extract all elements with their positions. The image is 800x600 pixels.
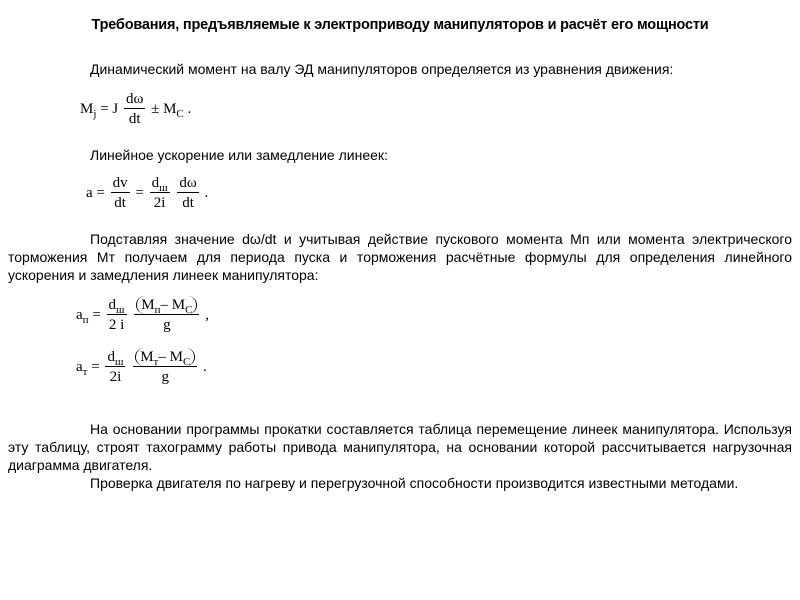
formula-operator: =: [96, 184, 105, 201]
fraction-numerator: [134, 296, 199, 315]
formula-subscript: п: [154, 304, 161, 316]
formula-fraction: [124, 90, 145, 129]
formula-symbol: a: [76, 306, 83, 323]
formula-punctuation: ,: [205, 306, 209, 323]
fraction-numerator: [150, 174, 170, 193]
formula-subscript: C: [185, 304, 193, 316]
paragraph-check: Проверка двигателя по нагреву и перегрузочной способности производится известными методами.: [90, 475, 739, 491]
fraction-denominator: g: [163, 317, 171, 333]
formula-symbol: d: [107, 349, 115, 365]
fraction-numerator: [107, 296, 127, 315]
formula-symbol: M: [171, 297, 186, 313]
formula-symbol: a: [76, 358, 83, 375]
formula-subscript: ш: [116, 304, 125, 316]
formula-symbol: M: [80, 100, 94, 117]
formula-fraction: [150, 174, 170, 213]
formula-operator: –: [158, 349, 166, 365]
formula-symbol: d: [108, 297, 117, 313]
formula-operator: =: [92, 306, 101, 323]
formula-fraction: [111, 174, 130, 213]
fraction-denominator: 2 i: [108, 317, 125, 333]
formula-punctuation: .: [187, 100, 192, 117]
formula-parentheses: [136, 296, 197, 314]
fraction-denominator: 2i: [153, 195, 166, 211]
formula-punctuation: .: [203, 358, 207, 375]
fraction-numerator: dω: [179, 175, 197, 191]
formula-dynamic-moment: [80, 90, 191, 129]
formula-subscript: C: [176, 107, 184, 120]
paragraph-program: На основании программы прокатки составляется таблица перемещение линеек манипулятора. Используя эту таблицу, строят тахограмму работы привода манипулятора, на основании которой рассчитывается нагрузочная диаграмма двигателя.: [8, 421, 792, 473]
formula-operator: –: [160, 297, 168, 313]
formula-subscript: т: [153, 356, 159, 368]
formula-linear-acceleration: [86, 174, 208, 213]
formula-subscript: т: [82, 365, 88, 378]
fraction-denominator: dt: [128, 111, 141, 127]
fraction-denominator: dt: [114, 195, 126, 211]
formula-symbol: M: [141, 297, 155, 313]
formula-symbol: a: [86, 184, 93, 201]
formula-operator: =: [100, 100, 109, 117]
paragraph-linear-acceleration: Линейное ускорение или замедление линеек:: [90, 147, 388, 163]
formula-operator: ±: [151, 100, 160, 117]
formula-subscript: j: [93, 107, 97, 120]
formula-subscript: п: [82, 313, 89, 326]
formula-operator: =: [135, 184, 144, 201]
formula-fraction: [133, 348, 197, 387]
formula-symbol: M: [163, 100, 177, 117]
formula-subscript: C: [182, 356, 191, 368]
formula-operator: =: [91, 358, 100, 375]
formula-symbol: M: [140, 349, 154, 365]
fraction-denominator: g: [161, 369, 169, 385]
formula-braking-deceleration: [76, 348, 207, 387]
fraction-numerator: dω: [125, 91, 144, 107]
fraction-numerator: dv: [112, 175, 128, 191]
formula-subscript: ш: [159, 182, 168, 194]
formula-start-acceleration: [76, 296, 209, 335]
formula-symbol: M: [169, 349, 183, 365]
fraction-denominator: 2i: [109, 369, 122, 385]
formula-fraction: [134, 296, 199, 335]
page-title: Требования, предъявляемые к электроприводу манипуляторов и расчёт его мощности: [91, 17, 709, 33]
formula-symbol: J: [112, 100, 119, 117]
fraction-numerator: [133, 348, 197, 367]
formula-fraction: [105, 348, 125, 387]
fraction-numerator: [105, 348, 125, 367]
fraction-denominator: dt: [182, 195, 194, 211]
formula-symbol: d: [151, 175, 160, 191]
formula-fraction: [177, 174, 198, 213]
formula-fraction: [107, 296, 127, 335]
formula-parentheses: [135, 348, 195, 366]
paragraph-substitution: Подставляя значение dω/dt и учитывая действие пускового момента Мп или момента электрического торможения Мт получаем для периода пуска и торможения расчётные формулы для определения линейного ускорения и замедления линеек манипулятора:: [8, 231, 792, 283]
formula-subscript: ш: [114, 356, 124, 368]
formula-punctuation: .: [204, 184, 209, 201]
paragraph-dynamic-moment: Динамический момент на валу ЭД манипуляторов определяется из уравнения движения:: [90, 61, 674, 77]
